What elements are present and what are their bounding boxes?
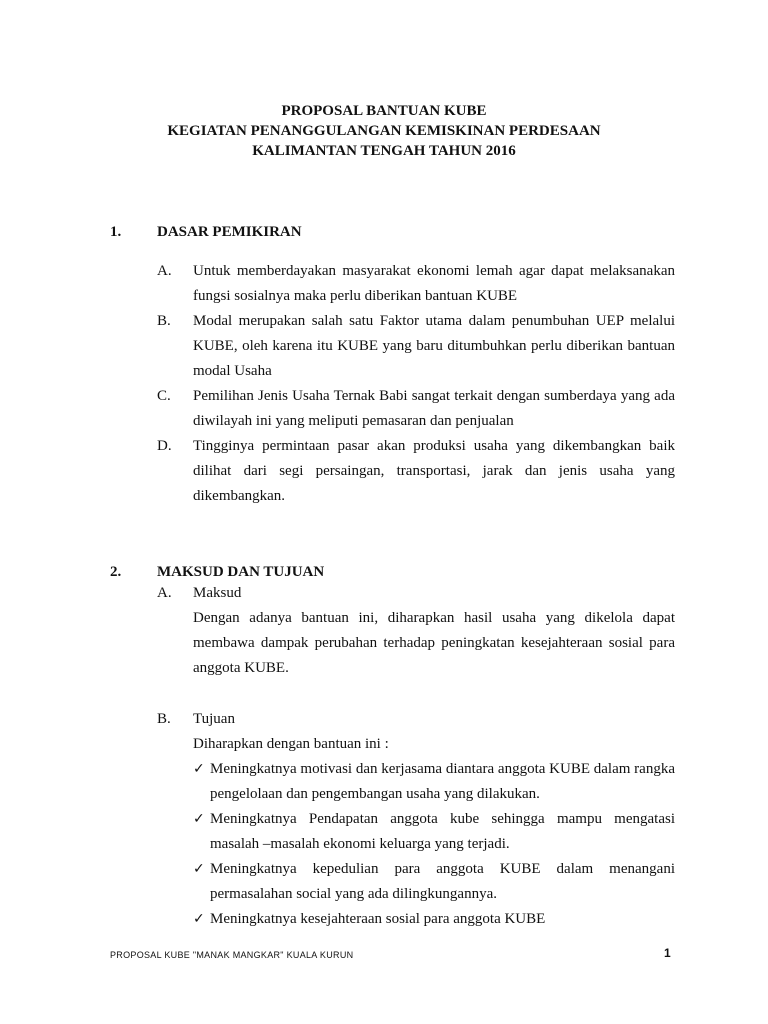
check-icon: ✓ (193, 811, 205, 827)
title-line-2: KEGIATAN PENANGGULANGAN KEMISKINAN PERDESAAN (167, 123, 601, 139)
subsection-label-maksud: Maksud (193, 585, 242, 601)
checklist-item (193, 757, 675, 807)
checklist-text: Meningkatnya Pendapatan anggota kube sehingga mampu mengatasi masalah –masalah ekonomi keluarga yang terjadi. (210, 811, 675, 852)
item-letter: B. (157, 711, 171, 727)
checklist-text: Meningkatnya kepedulian para anggota KUBE dalam menangani permasalahan social yang ada dilingkungannya. (210, 861, 675, 902)
item-text: Untuk memberdayakan masyarakat ekonomi lemah agar dapat melaksanakan fungsi sosialnya maka perlu diberikan bantuan KUBE (193, 263, 675, 304)
section-1-heading: DASAR PEMIKIRAN (157, 224, 302, 240)
page-number: 1 (664, 946, 671, 960)
section-1-number: 1. (110, 224, 122, 240)
item-text: Modal merupakan salah satu Faktor utama dalam penumbuhan UEP melalui KUBE, oleh karena itu KUBE yang baru ditumbuhkan perlu diberikan bantuan modal Usaha (193, 313, 675, 379)
item-letter: B. (157, 313, 171, 329)
check-icon: ✓ (193, 861, 205, 877)
document-title (0, 101, 768, 161)
item-text: Pemilihan Jenis Usaha Ternak Babi sangat terkait dengan sumberdaya yang ada diwilayah ini yang meliputi pemasaran dan penjualan (193, 388, 675, 429)
checklist-item (193, 907, 675, 932)
checklist-item (193, 807, 675, 857)
title-line-3: KALIMANTAN TENGAH TAHUN 2016 (252, 143, 516, 159)
tujuan-intro: Diharapkan dengan bantuan ini : (193, 736, 389, 752)
section-2-number: 2. (110, 564, 122, 580)
item-letter: C. (157, 388, 171, 404)
checklist-item (193, 857, 675, 907)
item-letter: A. (157, 263, 172, 279)
item-letter: D. (157, 438, 172, 454)
item-letter: A. (157, 585, 172, 601)
section-2-heading: MAKSUD DAN TUJUAN (157, 564, 325, 580)
title-line-1: PROPOSAL BANTUAN KUBE (281, 103, 487, 119)
maksud-text: Dengan adanya bantuan ini, diharapkan hasil usaha yang dikelola dapat membawa dampak perubahan terhadap peningkatan kesejahteraan sosial para anggota KUBE. (193, 610, 675, 676)
check-icon: ✓ (193, 911, 205, 927)
item-text: Tingginya permintaan pasar akan produksi usaha yang dikembangkan baik dilihat dari segi persaingan, transportasi, jarak dan jenis usaha yang dikembangkan. (193, 438, 675, 504)
subsection-label-tujuan: Tujuan (193, 711, 235, 727)
checklist-text: Meningkatnya motivasi dan kerjasama diantara anggota KUBE dalam rangka pengelolaan dan pengembangan usaha yang dilakukan. (210, 761, 675, 802)
check-icon: ✓ (193, 761, 205, 777)
checklist-text: Meningkatnya kesejahteraan sosial para anggota KUBE (210, 911, 546, 927)
footer-text: PROPOSAL KUBE "MANAK MANGKAR" KUALA KURUN (110, 950, 354, 960)
